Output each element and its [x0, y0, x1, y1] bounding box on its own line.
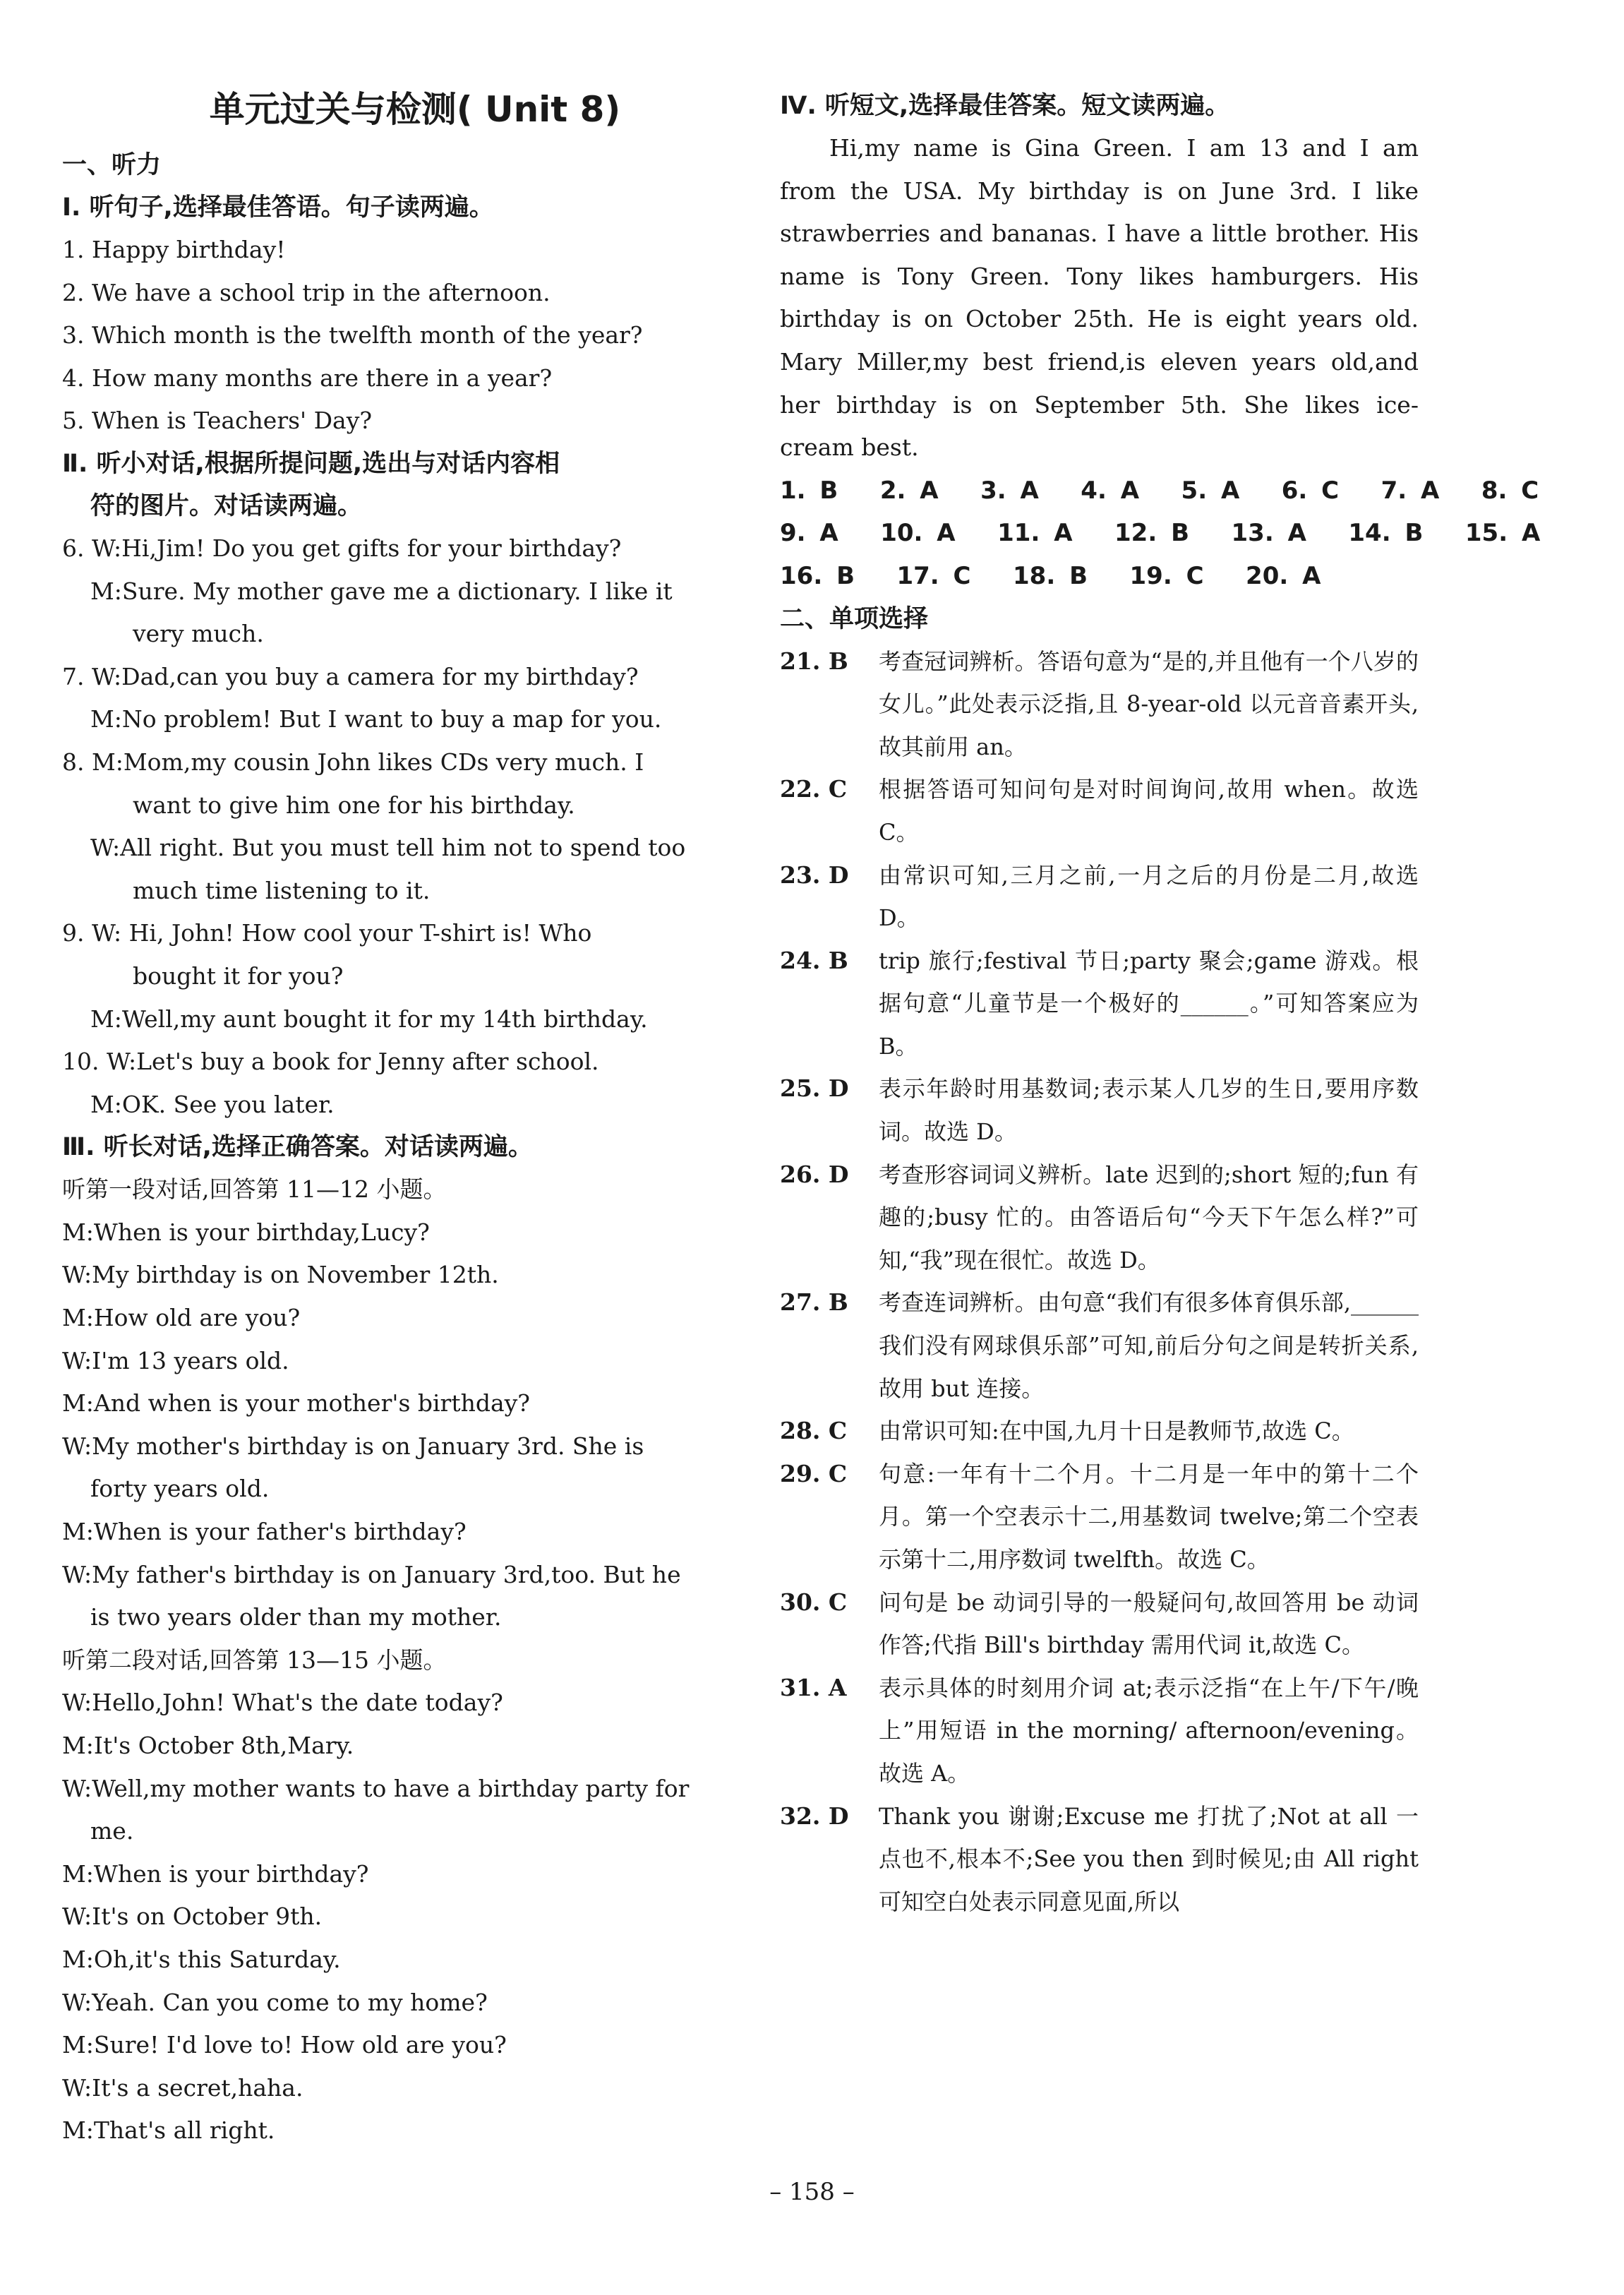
- dialogue-line: W:I'm 13 years old.: [62, 1346, 289, 1374]
- explanation-text: 问句是 be 动词引导的一般疑问句,故回答用 be 动词作答;代指 Bill's birthday 需用代词 it,故选 C。: [879, 1588, 1419, 1659]
- explanation-text: 由常识可知:在中国,九月十日是教师节,故选 C。: [879, 1418, 1354, 1445]
- explanation-text: 考查形容词词义辨析。late 迟到的;short 短的;fun 有趣的;busy 忙的。由答语后句“今天下午怎么样?”可知,“我”现在很忙。故选 D。: [879, 1161, 1419, 1274]
- explanation-text: 表示具体的时刻用介词 at;表示泛指“在上午/下午/晚上”用短语 in the morning/ afternoon/evening。故选 A。: [879, 1674, 1419, 1787]
- explanation-text: 考查冠词辨析。答语句意为“是的,并且他有一个八岁的女儿。”此处表示泛指,且 8-year-old 以元音音素开头,故其前用 an。: [879, 647, 1419, 760]
- left-column: [62, 78, 768, 2152]
- dialogue-line: M:Sure! I'd love to! How old are you?: [62, 2031, 507, 2059]
- part2-heading-line1: Ⅱ. 听小对话,根据所提问题,选出与对话内容相: [62, 449, 560, 478]
- section-heading-listening: 一、听力: [62, 151, 162, 179]
- explanation-text: 表示年龄时用基数词;表示某人几岁的生日,要用序数词。故选 D。: [879, 1075, 1419, 1146]
- dialogue-line: W:It's a secret,haha.: [62, 2073, 303, 2102]
- dialogue-line: bought it for you?: [133, 961, 344, 990]
- dialogue-line: M:It's October 8th,Mary.: [62, 1732, 354, 1759]
- dialogue-line: M:That's all right.: [62, 2116, 275, 2145]
- explanation-text: Thank you 谢谢;Excuse me 打扰了;Not at all 一点也不,根本不;See you then 到时候见;由 All right 可知空白处表示同意见面,所以: [879, 1802, 1419, 1915]
- part1-heading: Ⅰ. 听句子,选择最佳答语。句子读两遍。: [62, 193, 494, 222]
- dialogue-line: W:Hello,John! What's the date today?: [62, 1689, 503, 1717]
- sentence-line: 4. How many months are there in a year?: [62, 364, 553, 392]
- dialogue-line: 听第一段对话,回答第 11—12 小题。: [62, 1175, 447, 1204]
- sentence-line: 2. We have a school trip in the afternoon.: [62, 278, 551, 306]
- question-number-answer: 21. B: [780, 647, 848, 675]
- question-number-answer: 27. B: [780, 1288, 848, 1317]
- page-number: – 158 –: [769, 2178, 855, 2206]
- dialogue-line: W:My birthday is on November 12th.: [62, 1261, 499, 1289]
- answer-row: 9. A 10. A 11. A 12. B 13. A 14. B 15. A: [780, 519, 1541, 548]
- sentence-line: 1. Happy birthday!: [62, 236, 286, 263]
- dialogue-line: W:My mother's birthday is on January 3rd. She is: [62, 1432, 644, 1460]
- explanation-item: [780, 1410, 1419, 1453]
- question-number-answer: 29. C: [780, 1459, 848, 1487]
- part3-heading: Ⅲ. 听长对话,选择正确答案。对话读两遍。: [62, 1133, 533, 1162]
- listening-passage: Hi,my name is Gina Green. I am 13 and I am from the USA. My birthday is on June 3rd. I like strawberries and bananas. I have a little brother. His name is Tony Green. Tony likes hamburgers. His birthday is on October 25th. He is eight years old. Mary Miller,my best friend,is eleven years old,and her birthday is on September 5th. She likes ice-cream best.: [780, 134, 1419, 462]
- dialogue-line: W:Well,my mother wants to have a birthday party for: [62, 1774, 690, 1802]
- question-number-answer: 25. D: [780, 1074, 849, 1103]
- explanation-item: [780, 1667, 1419, 1795]
- part3-dialogues: [62, 1168, 768, 2152]
- explanation-text: 由常识可知,三月之前,一月之后的月份是二月,故选 D。: [879, 861, 1419, 932]
- dialogue-line: M:OK. See you later.: [90, 1090, 335, 1118]
- dialogue-line: 听第二段对话,回答第 13—15 小题。: [62, 1646, 447, 1674]
- explanation-item: [780, 1453, 1419, 1581]
- explanation-item: [780, 854, 1419, 940]
- part2-heading-line2: 符的图片。对话读两遍。: [90, 491, 363, 520]
- explanation-list: [780, 640, 1419, 1924]
- right-column: [780, 85, 1541, 1923]
- explanation-item: [780, 640, 1419, 769]
- dialogue-line: W:My father's birthday is on January 3rd,too. But he: [62, 1560, 681, 1588]
- dialogue-line: want to give him one for his birthday.: [133, 791, 575, 819]
- dialogue-line: 10. W:Let's buy a book for Jenny after school.: [62, 1048, 599, 1076]
- question-number-answer: 26. D: [780, 1160, 849, 1188]
- dialogue-line: 6. W:Hi,Jim! Do you get gifts for your birthday?: [62, 534, 622, 562]
- dialogue-line: W:It's on October 9th.: [62, 1902, 323, 1931]
- part2-dialogues: [62, 527, 768, 1126]
- section-heading-single-choice: 二、单项选择: [780, 604, 929, 633]
- answer-key: [780, 469, 1541, 598]
- page-title: 单元过关与检测( Unit 8): [209, 89, 621, 130]
- explanation-item: [780, 1067, 1419, 1153]
- question-number-answer: 23. D: [780, 861, 849, 889]
- explanation-item: [780, 1281, 1419, 1410]
- explanation-item: [780, 768, 1419, 853]
- explanation-text: 句意:一年有十二个月。十二月是一年中的第十二个月。第一个空表示十二,用基数词 twelve;第二个空表示第十二,用序数词 twelfth。故选 C。: [879, 1460, 1419, 1573]
- explanation-text: 考查连词辨析。由句意“我们有很多体育俱乐部,______我们没有网球俱乐部”可知,前后分句之间是转折关系,故用 but 连接。: [879, 1289, 1419, 1402]
- dialogue-line: M:How old are you?: [62, 1304, 301, 1332]
- dialogue-line: 7. W:Dad,can you buy a camera for my birthday?: [62, 662, 639, 690]
- question-number-answer: 32. D: [780, 1802, 849, 1830]
- dialogue-line: much time listening to it.: [133, 876, 431, 904]
- answer-row: 1. B 2. A 3. A 4. A 5. A 6. C 7. A 8. C: [780, 476, 1539, 505]
- dialogue-line: M:When is your father's birthday?: [62, 1518, 467, 1546]
- sentence-line: 5. When is Teachers' Day?: [62, 407, 373, 435]
- explanation-text: trip 旅行;festival 节日;party 聚会;game 游戏。根据句意“儿童节是一个极好的______。”可知答案应为 B。: [879, 947, 1419, 1060]
- dialogue-line: M:No problem! But I want to buy a map for you.: [90, 705, 662, 733]
- explanation-item: [780, 1581, 1419, 1667]
- dialogue-line: M:Sure. My mother gave me a dictionary. I like it: [90, 577, 673, 605]
- dialogue-line: me.: [90, 1817, 134, 1845]
- question-number-answer: 24. B: [780, 946, 848, 974]
- part4-heading: Ⅳ. 听短文,选择最佳答案。短文读两遍。: [780, 92, 1230, 120]
- dialogue-line: M:Oh,it's this Saturday.: [62, 1945, 341, 1973]
- question-number-answer: 31. A: [780, 1673, 847, 1701]
- explanation-item: [780, 1154, 1419, 1282]
- question-number-answer: 22. C: [780, 775, 848, 803]
- explanation-item: [780, 940, 1419, 1068]
- dialogue-line: M:Well,my aunt bought it for my 14th birthday.: [90, 1005, 648, 1033]
- part1-sentences: [62, 229, 768, 443]
- dialogue-line: very much.: [133, 620, 264, 648]
- dialogue-line: is two years older than my mother.: [90, 1603, 502, 1631]
- sentence-line: 3. Which month is the twelfth month of the year?: [62, 321, 643, 349]
- answer-row: 16. B 17. C 18. B 19. C 20. A: [780, 561, 1321, 590]
- question-number-answer: 28. C: [780, 1417, 848, 1445]
- dialogue-line: M:When is your birthday,Lucy?: [62, 1218, 430, 1246]
- dialogue-line: M:And when is your mother's birthday?: [62, 1389, 530, 1418]
- dialogue-line: 8. M:Mom,my cousin John likes CDs very much. I: [62, 748, 644, 776]
- dialogue-line: 9. W: Hi, John! How cool your T-shirt is! Who: [62, 919, 592, 947]
- question-number-answer: 30. C: [780, 1588, 848, 1616]
- dialogue-line: W:All right. But you must tell him not to spend too: [90, 834, 686, 862]
- dialogue-line: W:Yeah. Can you come to my home?: [62, 1988, 488, 2016]
- dialogue-line: forty years old.: [90, 1475, 270, 1503]
- explanation-item: [780, 1795, 1419, 1924]
- explanation-text: 根据答语可知问句是对时间询问,故用 when。故选 C。: [879, 776, 1419, 846]
- dialogue-line: M:When is your birthday?: [62, 1859, 369, 1888]
